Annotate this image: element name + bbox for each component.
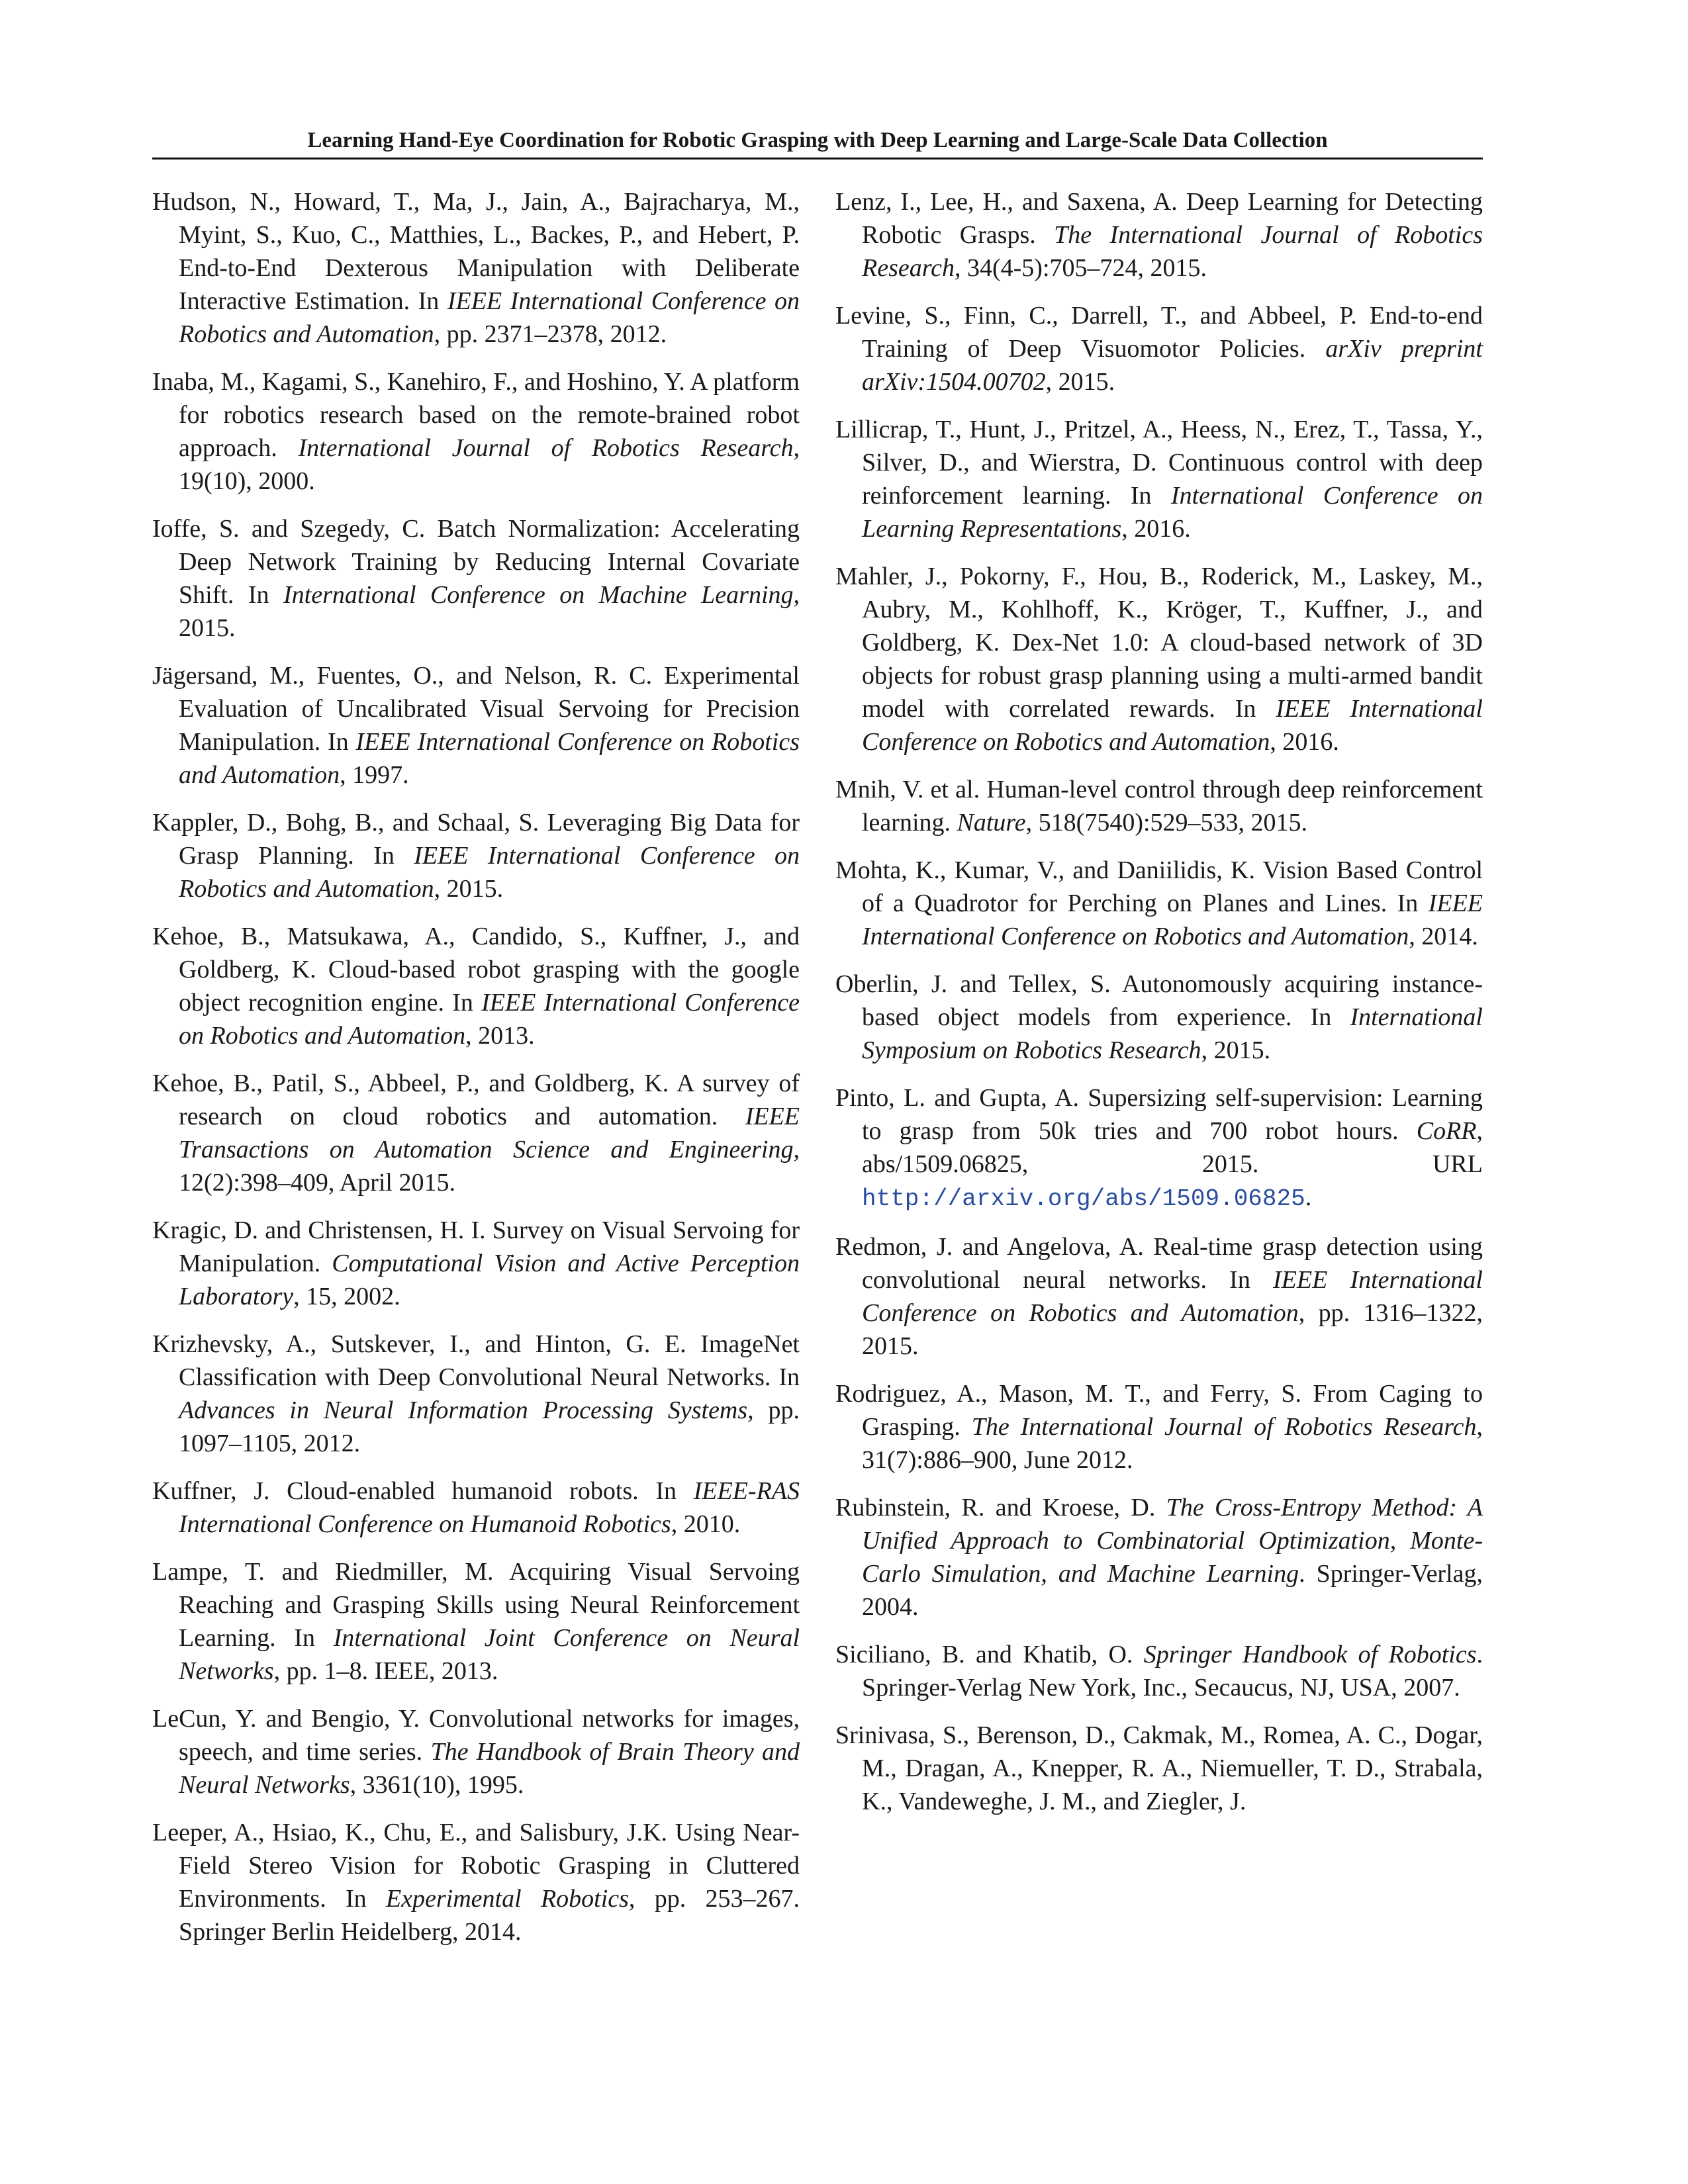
reference-entry (835, 1081, 1483, 1216)
reference-entry (835, 560, 1483, 758)
reference-details: . Springer-Verlag, 2004. (862, 1560, 1483, 1621)
reference-entry (152, 1067, 800, 1199)
reference-entry (835, 854, 1483, 953)
reference-details: , 2013. (465, 1022, 535, 1050)
reference-authors-title: Lenz, I., Lee, H., and Saxena, A. Deep Learning for Detecting Robotic Grasps. (835, 188, 1483, 249)
reference-venue: IEEE International Conference on Robotics and Automation (179, 287, 800, 348)
references-left-column (152, 185, 800, 1963)
reference-authors-title: Siciliano, B. and Khatib, O. (835, 1641, 1144, 1668)
reference-url-link[interactable]: http://arxiv.org/abs/1509.06825 (862, 1185, 1305, 1212)
reference-details: . Springer-Verlag New York, Inc., Secaucus, NJ, USA, 2007. (862, 1641, 1483, 1702)
reference-entry (152, 659, 800, 792)
reference-venue: IEEE-RAS International Conference on Humanoid Robotics (179, 1477, 800, 1538)
reference-authors-title: Kuffner, J. Cloud-enabled humanoid robots. In (152, 1477, 694, 1505)
reference-details: , 15, 2002. (293, 1283, 400, 1310)
reference-details: , pp. 1316–1322, 2015. (862, 1299, 1483, 1360)
reference-entry (835, 968, 1483, 1067)
reference-authors-title: LeCun, Y. and Bengio, Y. Convolutional networks for images, speech, and time series. (152, 1705, 800, 1766)
reference-entry (835, 413, 1483, 545)
reference-details: , 1997. (340, 761, 409, 789)
reference-entry (835, 1491, 1483, 1623)
reference-entry (152, 920, 800, 1052)
reference-details: , 2015. (1045, 368, 1115, 396)
reference-details: , 34(4-5):705–724, 2015. (954, 254, 1207, 282)
reference-details: , 3361(10), 1995. (350, 1771, 524, 1799)
reference-venue: The International Journal of Robotics Research (862, 221, 1483, 282)
reference-venue: IEEE Transactions on Automation Science and Engineering (179, 1103, 800, 1163)
reference-venue: International Joint Conference on Neural Networks (179, 1624, 800, 1685)
reference-authors-title: Levine, S., Finn, C., Darrell, T., and Abbeel, P. End-to-end Training of Deep Visuomotor Policies. (835, 302, 1483, 363)
reference-authors-title: Mahler, J., Pokorny, F., Hou, B., Roderick, M., Laskey, M., Aubry, M., Kohlhoff, K., Kröger, T., Kuffner, J., and Goldberg, K. Dex-Net 1.0: A cloud-based network of 3D objects for robust grasp planning using a multi-armed bandit model with correlated rewards. In (835, 563, 1483, 723)
reference-details: , 518(7540):529–533, 2015. (1025, 809, 1308, 837)
reference-authors-title: Inaba, M., Kagami, S., Kanehiro, F., and Hoshino, Y. A platform for robotics research based on the remote-brained robot approach. (152, 368, 800, 462)
reference-authors-title: Srinivasa, S., Berenson, D., Cakmak, M., Romea, A. C., Dogar, M., Dragan, A., Knepper, R. A., Niemueller, T. D., Strabala, K., Vandeweghe, J. M., and Ziegler, J. (835, 1721, 1483, 1815)
reference-details: , 12(2):398–409, April 2015. (179, 1136, 800, 1197)
reference-authors-title: Jägersand, M., Fuentes, O., and Nelson, R. C. Experimental Evaluation of Uncalibrated Visual Servoing for Precision Manipulation. In (152, 662, 800, 756)
reference-entry (152, 1555, 800, 1688)
running-header: Learning Hand-Eye Coordination for Robotic Grasping with Deep Learning and Large-Scale Data Collection (307, 128, 1328, 152)
reference-entry (152, 512, 800, 645)
reference-authors-title: Kehoe, B., Patil, S., Abbeel, P., and Goldberg, K. A survey of research on cloud robotics and automation. (152, 1069, 800, 1130)
reference-venue: IEEE International Conference on Robotics and Automation (179, 728, 800, 789)
reference-venue: IEEE International Conference on Robotics and Automation (179, 989, 800, 1050)
reference-details: , 19(10), 2000. (179, 434, 800, 495)
reference-venue: The International Journal of Robotics Research (971, 1413, 1477, 1441)
reference-details: , 2016. (1270, 728, 1339, 756)
reference-entry (152, 806, 800, 905)
reference-venue: Computational Vision and Active Perception Laboratory (179, 1250, 800, 1310)
reference-venue: CoRR (1416, 1117, 1477, 1145)
reference-entry (835, 299, 1483, 398)
reference-entry (835, 773, 1483, 839)
reference-details: , pp. 253–267. Springer Berlin Heidelberg, 2014. (179, 1885, 800, 1946)
reference-venue: International Symposium on Robotics Research (862, 1003, 1483, 1064)
header-rule (152, 158, 1483, 159)
reference-authors-title: Mohta, K., Kumar, V., and Daniilidis, K. Vision Based Control of a Quadrotor for Perching on Planes and Lines. In (835, 856, 1483, 917)
reference-authors-title: Rubinstein, R. and Kroese, D. (835, 1494, 1166, 1522)
reference-venue: IEEE International Conference on Robotics and Automation (862, 695, 1483, 756)
reference-details: , 31(7):886–900, June 2012. (862, 1413, 1483, 1474)
reference-venue: Springer Handbook of Robotics (1143, 1641, 1477, 1668)
reference-tail: . (1305, 1183, 1312, 1211)
reference-details: , 2015. (179, 581, 800, 642)
reference-authors-title: Kehoe, B., Matsukawa, A., Candido, S., Kuffner, J., and Goldberg, K. Cloud-based robot grasping with the google object recognition engine. In (152, 923, 800, 1017)
reference-entry (152, 1475, 800, 1541)
reference-authors-title: Leeper, A., Hsiao, K., Chu, E., and Salisbury, J.K. Using Near-Field Stereo Vision for Robotic Grasping in Cluttered Environments. In (152, 1819, 800, 1913)
reference-details: , 2016. (1121, 515, 1191, 543)
reference-venue: Experimental Robotics (385, 1885, 629, 1913)
reference-details: , 2015. (434, 875, 504, 903)
reference-entry (835, 1638, 1483, 1704)
reference-authors-title: Oberlin, J. and Tellex, S. Autonomously acquiring instance-based object models from experience. In (835, 970, 1483, 1031)
reference-details: , 2010. (671, 1510, 741, 1538)
reference-details: , 2014. (1409, 923, 1478, 950)
reference-entry (152, 1816, 800, 1948)
reference-entry (152, 185, 800, 351)
reference-venue: IEEE International Conference on Robotics and Automation (862, 889, 1483, 950)
reference-entry (835, 1719, 1483, 1818)
reference-venue: International Journal of Robotics Research (298, 434, 794, 462)
reference-entry (152, 1214, 800, 1313)
reference-entry (152, 365, 800, 498)
reference-entry (835, 185, 1483, 285)
reference-details: , abs/1509.06825, 2015. URL (862, 1117, 1483, 1178)
reference-entry (152, 1328, 800, 1460)
reference-authors-title: Krizhevsky, A., Sutskever, I., and Hinton, G. E. ImageNet Classification with Deep Convolutional Neural Networks. In (152, 1330, 800, 1391)
reference-entry (835, 1377, 1483, 1477)
reference-authors-title: Hudson, N., Howard, T., Ma, J., Jain, A., Bajracharya, M., Myint, S., Kuo, C., Matthies, L., Backes, P., and Hebert, P. End-to-End Dexterous Manipulation with Deliberate Interactive Estimation. In (152, 188, 800, 315)
reference-details: , pp. 1–8. IEEE, 2013. (273, 1657, 498, 1685)
reference-venue: The Handbook of Brain Theory and Neural Networks (179, 1738, 800, 1799)
reference-details: , pp. 2371–2378, 2012. (434, 320, 667, 348)
reference-venue: Advances in Neural Information Processing Systems (179, 1396, 748, 1424)
reference-venue: The Cross-Entropy Method: A Unified Approach to Combinatorial Optimization, Monte-Carlo Simulation, and Machine Learning (862, 1494, 1483, 1588)
reference-authors-title: Kragic, D. and Christensen, H. I. Survey on Visual Servoing for Manipulation. (152, 1216, 800, 1277)
reference-entry (152, 1702, 800, 1801)
reference-venue: International Conference on Learning Representations (862, 482, 1483, 543)
reference-authors-title: Redmon, J. and Angelova, A. Real-time grasp detection using convolutional neural networks. In (835, 1233, 1483, 1294)
reference-authors-title: Rodriguez, A., Mason, M. T., and Ferry, S. From Caging to Grasping. (835, 1380, 1483, 1441)
reference-authors-title: Lampe, T. and Riedmiller, M. Acquiring Visual Servoing Reaching and Grasping Skills using Neural Reinforcement Learning. In (152, 1558, 800, 1652)
reference-details: , 2015. (1201, 1036, 1271, 1064)
reference-entry (835, 1230, 1483, 1363)
reference-venue: Nature (957, 809, 1026, 837)
reference-authors-title: Ioffe, S. and Szegedy, C. Batch Normalization: Accelerating Deep Network Training by Reducing Internal Covariate Shift. In (152, 515, 800, 609)
reference-details: , pp. 1097–1105, 2012. (179, 1396, 800, 1457)
reference-authors-title: Pinto, L. and Gupta, A. Supersizing self-supervision: Learning to grasp from 50k tries and 700 robot hours. (835, 1084, 1483, 1145)
reference-venue: IEEE International Conference on Robotics and Automation (179, 842, 800, 903)
reference-authors-title: Kappler, D., Bohg, B., and Schaal, S. Leveraging Big Data for Grasp Planning. In (152, 809, 800, 870)
references-right-column (835, 185, 1483, 1833)
reference-venue: arXiv preprint arXiv:1504.00702 (862, 335, 1483, 396)
reference-authors-title: Lillicrap, T., Hunt, J., Pritzel, A., Heess, N., Erez, T., Tassa, Y., Silver, D., and Wierstra, D. Continuous control with deep reinforcement learning. In (835, 416, 1483, 510)
reference-venue: International Conference on Machine Learning (283, 581, 794, 609)
reference-authors-title: Mnih, V. et al. Human-level control through deep reinforcement learning. (835, 776, 1483, 837)
reference-venue: IEEE International Conference on Robotics and Automation (862, 1266, 1483, 1327)
